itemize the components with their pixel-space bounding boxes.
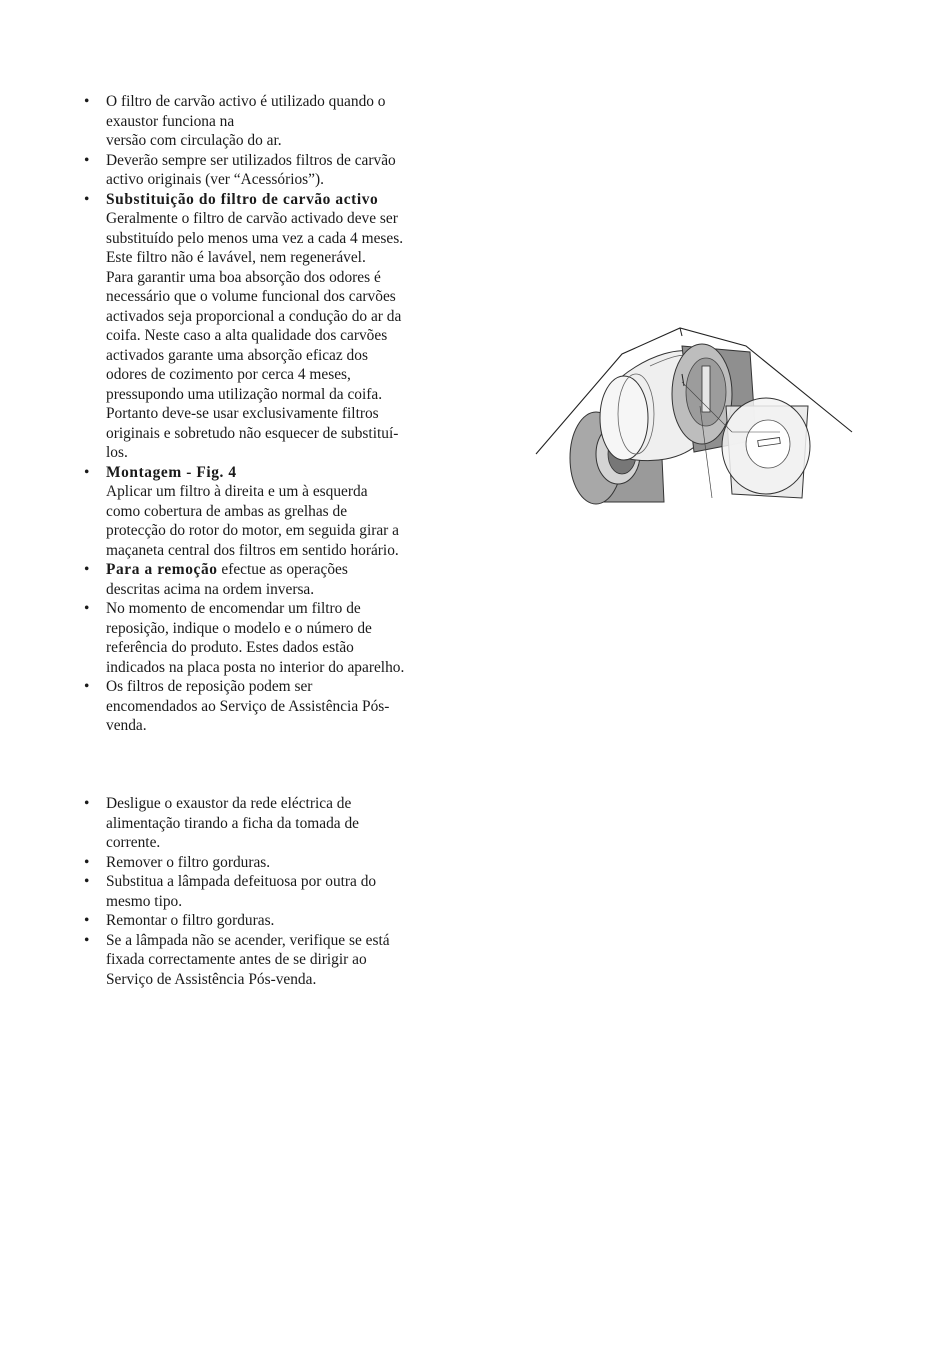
removal-heading: Para a remoção	[106, 561, 218, 578]
replacement-heading: Substituição do filtro de carvão activo	[106, 190, 379, 208]
list-item: • Para a remoção efectue as operações descritas acima na ordem inversa.	[82, 560, 457, 599]
list-item: • Se a lâmpada não se acender, verifique se está fixada correctamente antes de se dirigir ao Serviço de Assistência Pós-venda.	[82, 931, 457, 990]
list-item: • Substituição do filtro de carvão activo Geralmente o filtro de carvão activado deve ser substituído pelo menos uma vez a cada 4 meses. Este filtro não é lavável, nem regenerável. Para garantir uma boa absorção dos odores é necessário que o volume funcional dos carvões activados seja proporcional a condução do ar da coifa. Neste caso a alta qualidade dos carvões activados garante uma absorção eficaz dos odores de cozimento por cerca 4 meses, pressupondo uma utilização normal da coifa. Portanto deve-se usar exclusivamente filtros originais e sobretudo não esquecer de substituí- los.	[82, 190, 457, 463]
charcoal-filter-illustration	[532, 322, 858, 512]
mounting-heading: Montagem - Fig. 4	[106, 463, 237, 481]
list-item: • O filtro de carvão activo é utilizado quando o exaustor funciona na versão com circulação do ar.	[82, 92, 457, 151]
list-item: • Substitua a lâmpada defeituosa por outra do mesmo tipo.	[82, 872, 457, 911]
lamp-replacement-list	[82, 794, 457, 989]
list-item: • Remover o filtro gorduras.	[82, 853, 457, 873]
list-item: • Montagem - Fig. 4 Aplicar um filtro à direita e um à esquerda como cobertura de ambas as grelhas de protecção do rotor do motor, em seguida girar a maçaneta central dos filtros em sentido horário.	[82, 463, 457, 561]
list-item: • Os filtros de reposição podem ser encomendados ao Serviço de Assistência Pós- venda.	[82, 677, 457, 736]
list-item: • Desligue o exaustor da rede eléctrica de alimentação tirando a ficha da tomada de corrente.	[82, 794, 457, 853]
list-item: • Deverão sempre ser utilizados filtros de carvão activo originais (ver “Acessórios”).	[82, 151, 457, 190]
list-item: • Remontar o filtro gorduras.	[82, 911, 457, 931]
list-item: • No momento de encomendar um filtro de reposição, indique o modelo e o número de referência do produto. Estes dados estão indicados na placa posta no interior do aparelho.	[82, 599, 457, 677]
charcoal-filter-section	[82, 92, 457, 736]
charcoal-filter-list	[82, 92, 457, 736]
lamp-replacement-section	[82, 794, 457, 989]
